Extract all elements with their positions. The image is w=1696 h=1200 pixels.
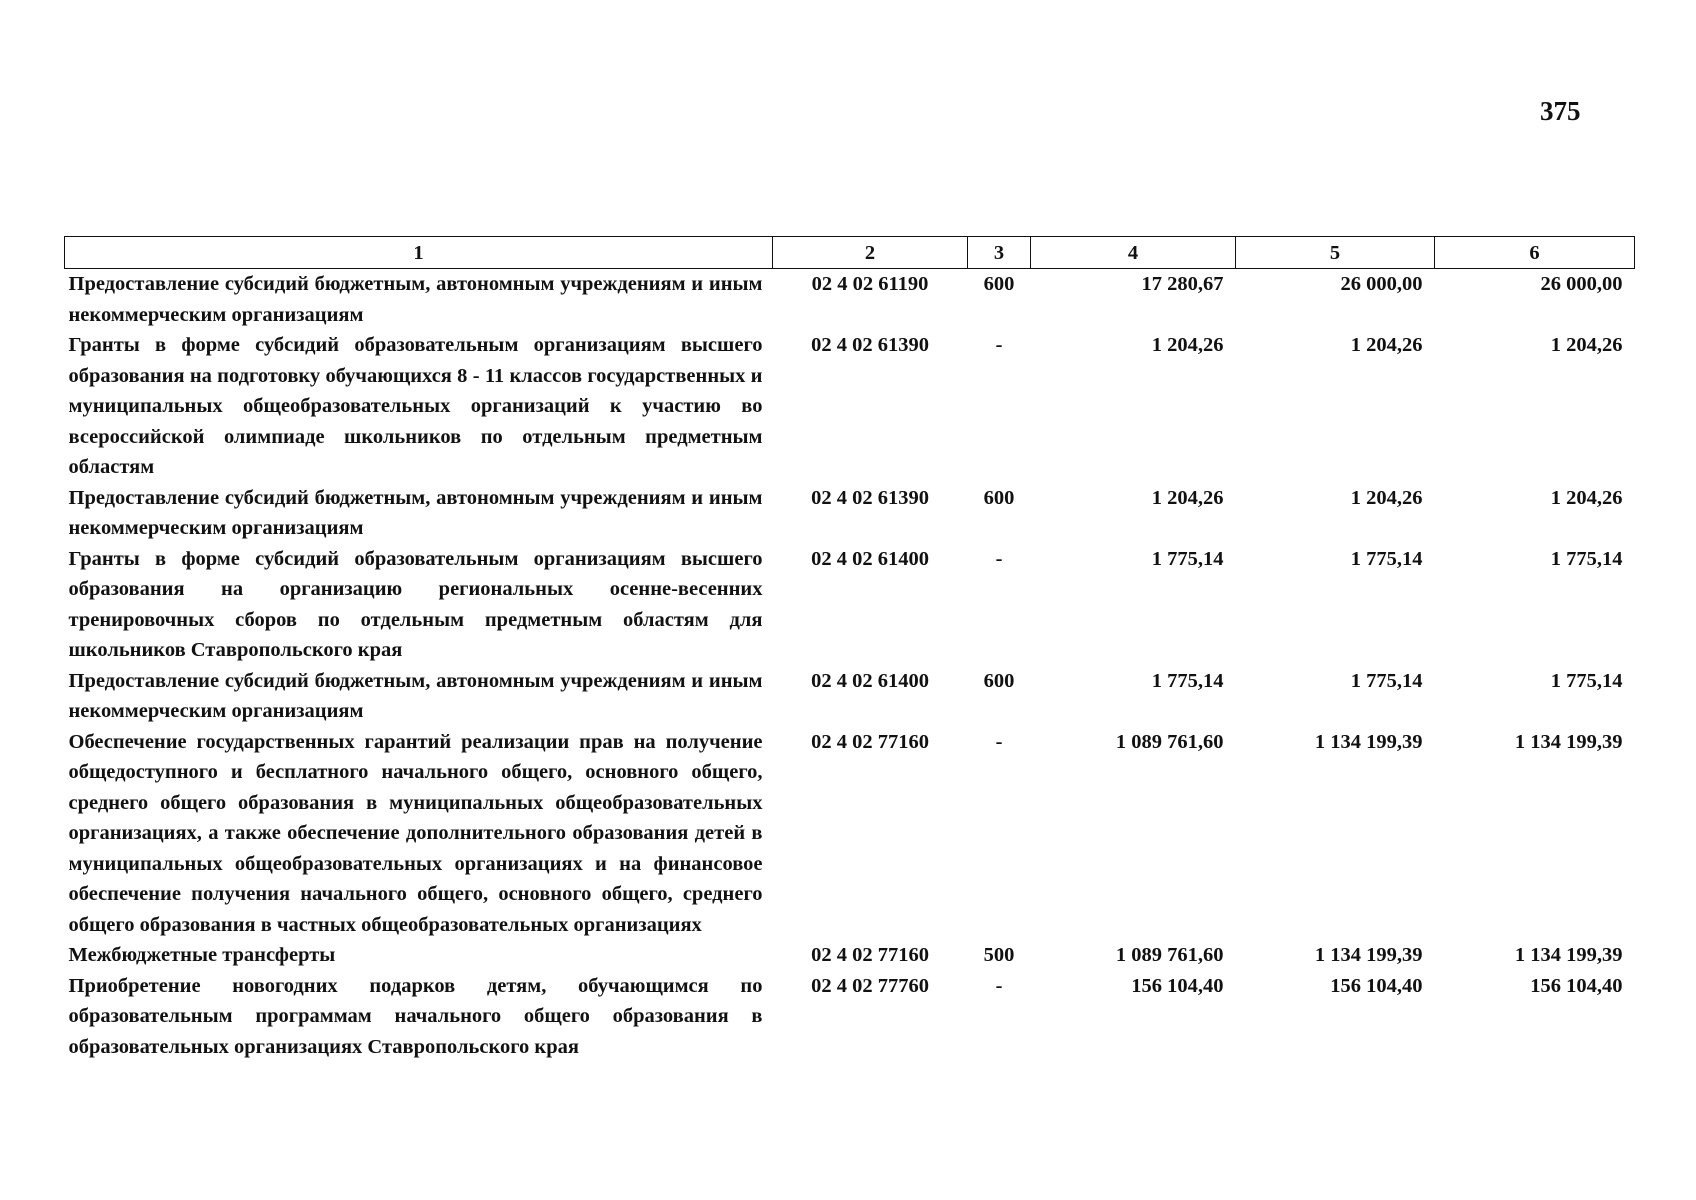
row-value-4: 1 775,14 <box>1151 547 1224 570</box>
row-value-4: 156 104,40 <box>1131 974 1224 997</box>
row-code: 02 4 02 61390 <box>811 486 929 509</box>
row-value-4: 1 775,14 <box>1151 669 1224 692</box>
row-value-6: 26 000,00 <box>1540 273 1623 295</box>
column-header-6: 6 <box>1435 237 1635 269</box>
row-value-4: 1 089 761,60 <box>1115 944 1224 966</box>
row-value-5: 1 204,26 <box>1350 486 1423 509</box>
row-value-6: 1 775,14 <box>1550 669 1623 692</box>
row-type: 500 <box>983 944 1015 966</box>
row-type: - <box>995 730 1003 753</box>
row-value-4: 1 089 761,60 <box>1115 730 1224 753</box>
column-header-2: 2 <box>773 237 968 269</box>
table-row <box>65 940 1635 971</box>
budget-table <box>64 236 1635 1062</box>
row-name: Предоставление субсидий бюджетным, автономным учреждениям и иным некоммерческим организациям <box>68 669 763 722</box>
row-name: Гранты в форме субсидий образовательным организациям высшего образования на подготовку обучающихся 8 - 11 классов государственных и муниципальных общеобразовательных организаций к участию во всероссийской олимпиаде школьников по отдельным предметным областям <box>68 334 763 478</box>
row-name: Приобретение новогодних подарков детям, обучающимся по образовательным программам начального общего образования в образовательных организациях Ставропольского края <box>68 974 763 1058</box>
row-name: Гранты в форме субсидий образовательным организациям высшего образования на организацию региональных осенне-весенних тренировочных сборов по отдельным предметным областям для школьников Ставропольского края <box>68 547 763 661</box>
table-row <box>65 727 1635 941</box>
column-header-1: 1 <box>65 237 773 269</box>
table-row <box>65 666 1635 727</box>
table-row <box>65 544 1635 666</box>
row-code: 02 4 02 61390 <box>811 334 929 356</box>
row-value-6: 1 204,26 <box>1550 334 1623 356</box>
row-value-5: 1 134 199,39 <box>1314 730 1423 753</box>
row-type: - <box>995 334 1003 356</box>
page-number: 375 <box>1540 96 1581 126</box>
row-type: 600 <box>983 669 1015 692</box>
row-code: 02 4 02 61400 <box>811 669 929 692</box>
row-type: - <box>995 974 1003 997</box>
row-value-5: 26 000,00 <box>1340 273 1423 295</box>
row-code: 02 4 02 77160 <box>811 730 929 753</box>
row-value-4: 1 204,26 <box>1151 334 1224 356</box>
row-value-5: 1 204,26 <box>1350 334 1423 356</box>
column-header-3: 3 <box>968 237 1031 269</box>
row-code: 02 4 02 61190 <box>811 273 929 295</box>
row-type: - <box>995 547 1003 570</box>
column-header-4: 4 <box>1031 237 1236 269</box>
row-value-6: 1 134 199,39 <box>1514 944 1623 966</box>
row-name: Предоставление субсидий бюджетным, автономным учреждениям и иным некоммерческим организациям <box>68 273 763 326</box>
row-value-4: 1 204,26 <box>1151 486 1224 509</box>
row-code: 02 4 02 61400 <box>811 547 929 570</box>
table-row <box>65 269 1635 331</box>
table-row <box>65 330 1635 483</box>
table-row <box>65 483 1635 544</box>
row-value-6: 1 204,26 <box>1550 486 1623 509</box>
row-value-5: 156 104,40 <box>1330 974 1423 997</box>
row-value-5: 1 775,14 <box>1350 547 1423 570</box>
row-name: Обеспечение государственных гарантий реализации прав на получение общедоступного и бесплатного начального общего, основного общего, среднего общего образования в муниципальных общеобразовательных организациях, а также обеспечение дополнительного образования детей в муниципальных общеобразовательных организациях и на финансовое обеспечение получения начального общего, основного общего, среднего общего образования в частных общеобразовательных организациях <box>68 730 763 936</box>
row-code: 02 4 02 77760 <box>811 974 929 997</box>
row-code: 02 4 02 77160 <box>811 944 929 966</box>
row-value-6: 1 775,14 <box>1550 547 1623 570</box>
column-header-5: 5 <box>1236 237 1435 269</box>
row-value-6: 1 134 199,39 <box>1514 730 1623 753</box>
row-type: 600 <box>983 273 1015 295</box>
table-row <box>65 971 1635 1063</box>
row-value-4: 17 280,67 <box>1141 273 1224 295</box>
row-type: 600 <box>983 486 1015 509</box>
row-value-5: 1 134 199,39 <box>1314 944 1423 966</box>
row-value-5: 1 775,14 <box>1350 669 1423 692</box>
row-name: Межбюджетные трансферты <box>68 944 336 966</box>
header-row <box>65 237 1635 269</box>
row-name: Предоставление субсидий бюджетным, автономным учреждениям и иным некоммерческим организациям <box>68 486 763 539</box>
row-value-6: 156 104,40 <box>1530 974 1623 997</box>
